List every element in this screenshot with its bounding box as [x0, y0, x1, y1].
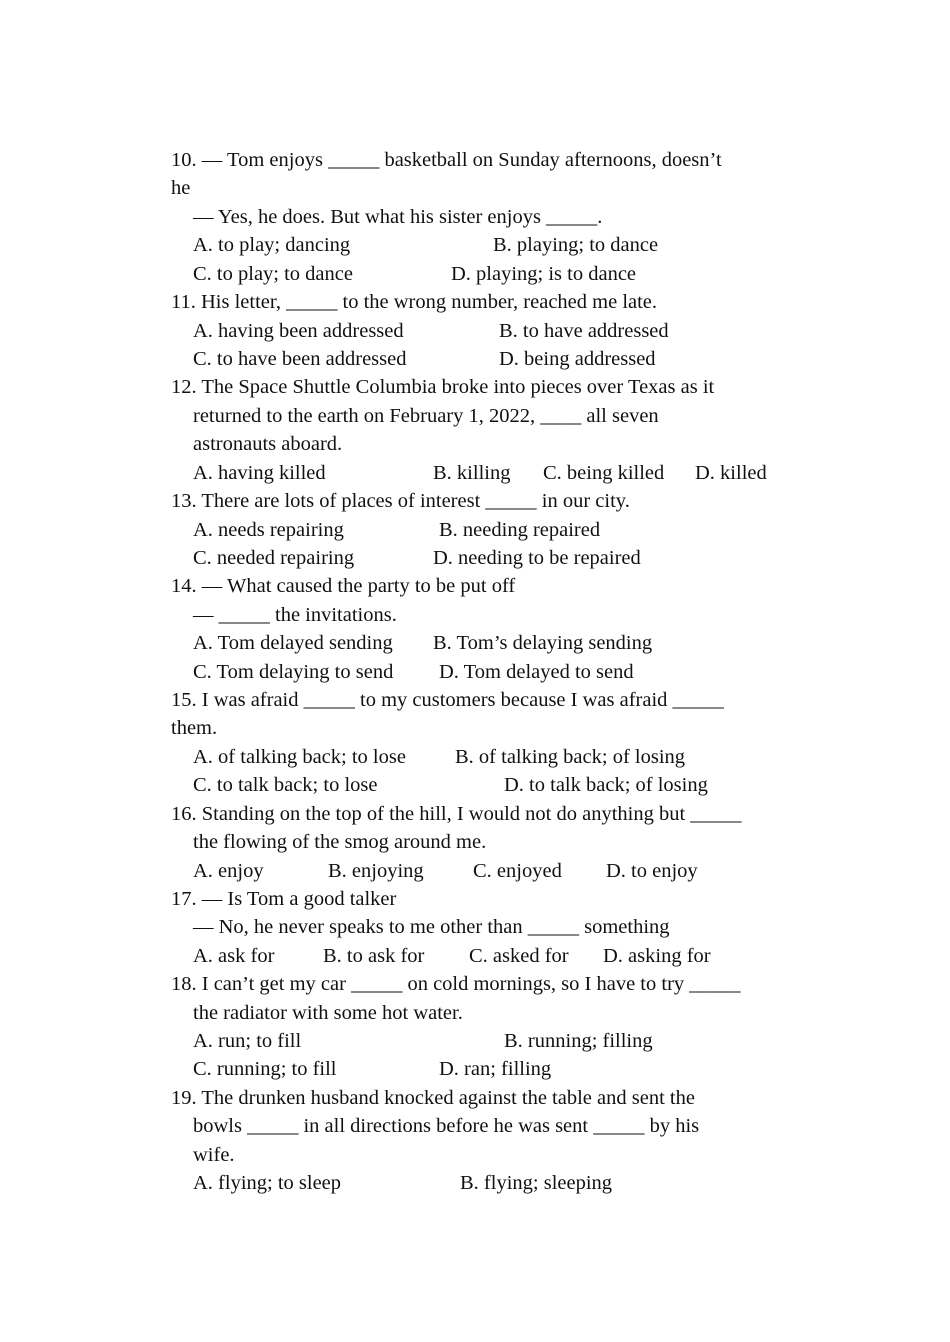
option-b: B. to have addressed	[499, 320, 669, 342]
option-a: A. of talking back; to lose	[193, 746, 406, 768]
option-c: C. needed repairing	[193, 547, 355, 569]
option-d: D. asking for	[603, 945, 711, 967]
question-text: 13. There are lots of places of interest _____ in our city.	[171, 490, 630, 512]
option-a: A. needs repairing	[193, 519, 344, 541]
option-a: A. to play; dancing	[193, 234, 351, 256]
option-d: D. ran; filling	[439, 1058, 552, 1080]
option-b: B. of talking back; of losing	[455, 746, 686, 768]
option-b: B. Tom’s delaying sending	[433, 632, 653, 654]
question-text: 11. His letter, _____ to the wrong number, reached me late.	[171, 291, 658, 313]
question-text: 15. I was afraid _____ to my customers because I was afraid _____	[171, 689, 724, 711]
question-text: — Yes, he does. But what his sister enjoys _____.	[193, 206, 603, 228]
question-text: wife.	[193, 1144, 235, 1166]
question-text: he	[171, 177, 191, 199]
option-b: B. running; filling	[504, 1030, 653, 1052]
option-c: C. to have been addressed	[193, 348, 407, 370]
question-text: — No, he never speaks to me other than _____ something	[193, 916, 670, 938]
option-c: C. being killed	[543, 462, 665, 484]
option-d: D. Tom delayed to send	[439, 661, 634, 683]
option-a: A. having killed	[193, 462, 326, 484]
option-a: A. Tom delayed sending	[193, 632, 393, 654]
question-text: returned to the earth on February 1, 2022, ____ all seven	[193, 405, 659, 427]
option-d: D. to talk back; of losing	[504, 774, 708, 796]
option-d: D. being addressed	[499, 348, 656, 370]
question-text: the flowing of the smog around me.	[193, 831, 487, 853]
option-a: A. ask for	[193, 945, 275, 967]
option-c: C. running; to fill	[193, 1058, 337, 1080]
option-b: B. needing repaired	[439, 519, 601, 541]
option-a: A. flying; to sleep	[193, 1172, 342, 1194]
option-a: A. run; to fill	[193, 1030, 302, 1052]
question-text: them.	[171, 717, 218, 739]
option-a: A. having been addressed	[193, 320, 404, 342]
option-d: D. to enjoy	[606, 860, 698, 882]
option-d: D. needing to be repaired	[433, 547, 641, 569]
question-text: — _____ the invitations.	[193, 604, 397, 626]
option-c: C. Tom delaying to send	[193, 661, 394, 683]
option-d: D. playing; is to dance	[451, 263, 637, 285]
question-text: 14. — What caused the party to be put off	[171, 575, 516, 597]
option-d: D. killed	[695, 462, 767, 484]
option-c: C. asked for	[469, 945, 569, 967]
option-b: B. playing; to dance	[493, 234, 659, 256]
option-c: C. to talk back; to lose	[193, 774, 378, 796]
question-text: 12. The Space Shuttle Columbia broke into pieces over Texas as it	[171, 376, 715, 398]
question-text: 17. — Is Tom a good talker	[171, 888, 397, 910]
question-text: 18. I can’t get my car _____ on cold mornings, so I have to try _____	[171, 973, 741, 995]
option-b: B. flying; sleeping	[460, 1172, 613, 1194]
option-b: B. killing	[433, 462, 511, 484]
option-b: B. to ask for	[323, 945, 425, 967]
option-c: C. enjoyed	[473, 860, 562, 882]
question-text: 19. The drunken husband knocked against the table and sent the	[171, 1087, 695, 1109]
question-text: 16. Standing on the top of the hill, I would not do anything but _____	[171, 803, 742, 825]
option-a: A. enjoy	[193, 860, 264, 882]
question-text: the radiator with some hot water.	[193, 1002, 463, 1024]
question-text: bowls _____ in all directions before he was sent _____ by his	[193, 1115, 700, 1137]
option-c: C. to play; to dance	[193, 263, 353, 285]
question-text: astronauts aboard.	[193, 433, 343, 455]
question-text: 10. — Tom enjoys _____ basketball on Sunday afternoons, doesn’t	[171, 149, 722, 171]
option-b: B. enjoying	[328, 860, 424, 882]
